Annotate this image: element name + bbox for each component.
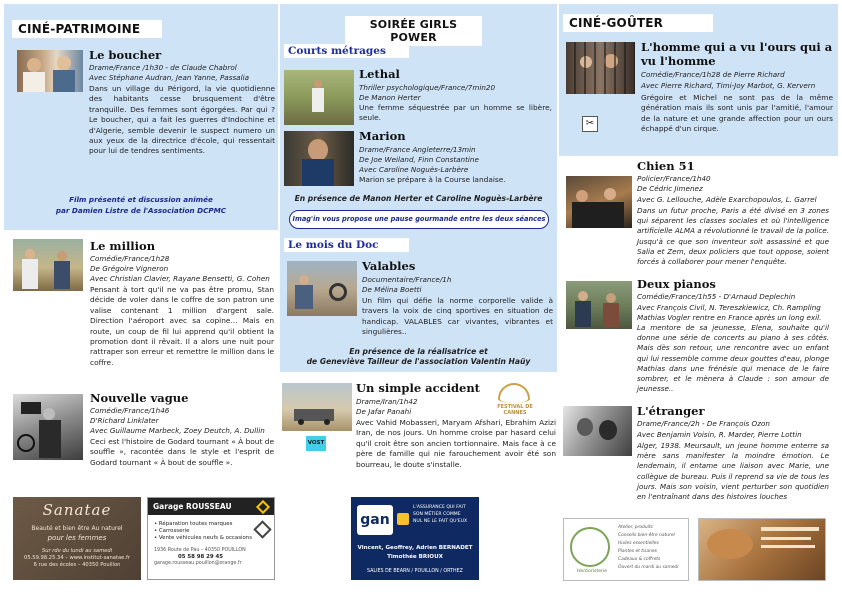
ours-title-1: L'homme qui a vu l'ours qui a [641, 40, 833, 54]
million-meta-1: Comédie/France/1h28 [90, 254, 170, 263]
cannes-festival-label: FESTIVAL DE CANNES [497, 404, 533, 416]
boucher-note-2: par Damien Listre de l'Association DCPMC [55, 206, 227, 215]
accident-synopsis: Avec Vahid Mobasseri, Maryam Afshari, Ebrahim Azizi Iran, de nos jours. Un homme croise par hasard celui qu'il croit être son ancien tortionnaire. Mais face à ce père de famille qui nie farouchement avoir été son bourreau, le doute s'installe. [356, 418, 556, 469]
boucher-title: Le boucher [89, 48, 162, 62]
chien-51-photo [566, 176, 632, 228]
lethal-meta-2: De Manon Herter [359, 93, 421, 102]
gan-agents-2: Timothée BRIOUX [387, 554, 443, 560]
herbo-line-6: Ouvert du mardi au samedi [618, 565, 679, 570]
marion-meta-2: De Joe Weiland, Finn Constantine [359, 155, 479, 164]
ours-title-2: vu l'homme [641, 54, 716, 68]
million-photo [13, 239, 83, 291]
million-synopsis: Pensant à tort qu'il ne va pas être promu, Stan décide de voler dans le coffre de son patron une valise contenant 1 million d'argent sale. Direction l'aéroport avec sa copine... Mais en route, un coup de fil lui apprend qu'il obtient la promotion dont il rêvait. Il a alors une nuit pour rattraper son erreur et remettre le million dans le coffre. [90, 285, 274, 367]
marion-photo [284, 131, 354, 186]
no-scissors-icon: ✂ [582, 116, 598, 132]
herbo-line-4: Plantes et tisanes [618, 549, 657, 554]
marion-meta-3: Avec Caroline Noguès-Larbère [359, 165, 469, 174]
boucher-photo [17, 50, 83, 92]
deux-pianos-synopsis: La mentore de sa jeunesse, Elena, souhaite qu'il donne une série de concerts au piano à ses côtés. Mais dès son retour, une rencontre avec un enfant qui lui ressemble comme deux gouttes d'eau, plonge Mathias dans une frénésie qui menace de le faire sombrer, et le mènera à Claude : son amour de jeunesse.. [637, 323, 829, 394]
garage-item-3: • Vente véhicules neufs & occasions [154, 535, 253, 541]
lethal-synopsis: Une femme séquestrée par un homme se libère, seule. [359, 103, 552, 123]
accident-photo [282, 383, 352, 431]
herbo-line-1: Atelier, produits [618, 525, 653, 530]
girls-power-guests: En présence de Manon Herter et Caroline Noguès-Larbère [294, 194, 543, 203]
gan-slogan-3: NUL NE LE FAIT QU'EUX [413, 519, 468, 524]
herbo-line-3: Huiles essentielles [618, 541, 659, 546]
cine-gouter-header: CINÉ-GOÛTER [563, 14, 713, 32]
valables-meta-2: De Mélina Boetti [362, 285, 422, 294]
nouvelle-vague-title: Nouvelle vague [90, 391, 189, 405]
accident-title: Un simple accident [356, 381, 480, 395]
thumbs-up-icon [397, 513, 409, 525]
marion-title: Marion [359, 129, 406, 143]
valables-synopsis: Un film qui défie la norme corporelle valide à travers la voix de cinq sportives en situation de handicap. VALABLES car vivantes, vibrantes et singulières.. [362, 296, 553, 337]
ad-boulangerie [698, 518, 826, 581]
mois-du-doc-subheader: Le mois du Doc [284, 238, 409, 252]
marion-meta-1: Drame/France Angleterre/13min [359, 145, 476, 154]
sanatae-line1: Beauté et bien être Au naturel [31, 525, 123, 532]
cine-patrimoine-header: CINÉ-PATRIMOINE [12, 20, 162, 38]
garage-mail: garage.rousseau.pouillon@orange.fr [154, 561, 242, 566]
sanatae-line4: 05.59.98.25.34 – www.institut-sanatae.fr [24, 555, 130, 561]
etranger-title: L'étranger [637, 404, 705, 418]
nouvelle-vague-meta-2: D'Richard Linklater [90, 416, 159, 425]
sanatae-line3: Sur rdv du lundi au samedi [41, 548, 113, 554]
ours-synopsis: Grégoire et Michel ne sont pas de la même génération mais ils sont unis par l'amitié, l'amour de la nature et une grande affection pour un ours échappé d'un cirque. [641, 93, 833, 134]
chien-51-title: Chien 51 [637, 159, 695, 173]
deux-pianos-meta-2: Avec François Civil, N. Tereszkiewicz, Ch. Rampling [637, 303, 821, 312]
boucher-note-1: Film présenté et discussion animée [69, 195, 213, 204]
etranger-meta-1: Drame/France/2h - De François Ozon [637, 419, 770, 428]
million-meta-3: Avec Christian Clavier, Rayane Bensetti, G. Cohen [90, 274, 270, 283]
sanatae-name: Sanatae [42, 501, 112, 519]
gan-agents-1: Vincent, Geoffrey, Adrien BERNADET [357, 545, 473, 551]
etranger-synopsis: Alger, 1938. Meursault, un jeune homme enterre sa mère sans manifester la moindre émotion. Le lendemain, il entame une liaison avec Marie, une collègue de bureau. Puis il reprend sa vie de tous les jours. Mais son voisin, vient perturber son quotidien en l'entraînant dans des histoires louches [637, 441, 829, 502]
nouvelle-vague-meta-1: Comédie/France/1h46 [90, 406, 170, 415]
accident-meta-2: De Jafar Panahi [356, 407, 412, 416]
chien-51-synopsis: Dans un futur proche, Paris a été divisé en 3 zones qui séparent les classes sociales et où l'intelligence artificielle ALMA a révolutionné le travail de la police. Jusqu'à ce que son inventeur soit assassiné et que Salia et Zem, deux policiers que tout oppose, soient forcés à collaborer pour mener l'enquête. [637, 206, 829, 267]
sanatae-line5: 6 rue des écoles – 40350 Pouillon [33, 562, 121, 568]
million-title: Le million [90, 239, 156, 253]
valables-title: Valables [362, 259, 416, 273]
marion-synopsis: Marion se prépare à la Course landaise. [359, 175, 506, 184]
valables-guests-1: En présence de la réalisatrice et [349, 347, 488, 356]
boucher-meta-2: Avec Stéphane Audran, Jean Yanne, Passalia [89, 73, 249, 82]
deux-pianos-meta-3: Mathias Vogler rentre en France après un long exil. [637, 313, 822, 322]
nouvelle-vague-synopsis: Ceci est l'histoire de Godard tournant « À bout de souffle », racontée dans le style et l'esprit de Godard tournant « À bout de souffle ». [90, 437, 274, 467]
gan-slogan-1: L'ASSURANCE QUI FAIT [413, 505, 466, 510]
leaf-logo-icon [570, 527, 610, 567]
chien-51-meta-1: Policier/France/1h40 [637, 174, 711, 183]
etranger-meta-2: Avec Benjamin Voisin, R. Marder, Pierre Lottin [637, 430, 802, 439]
sanatae-line2: pour les femmes [47, 534, 107, 542]
gan-logo: gan [357, 505, 393, 535]
gan-towns: SALIES DE BEARN / POUILLON / ORTHEZ [367, 569, 463, 574]
lethal-meta-1: Thriller psychologique/France/7min20 [359, 83, 496, 92]
chien-51-meta-2: De Cédric Jimenez [637, 184, 703, 193]
deux-pianos-meta-1: Comédie/France/1h55 - D'Arnaud Deplechin [637, 292, 796, 301]
nouvelle-vague-meta-3: Avec Guillaume Marbeck, Zoey Deutch, A. Dullin [90, 426, 265, 435]
herbo-name: Herboristerie [576, 569, 608, 574]
accident-meta-1: Drame/Iran/1h42 [356, 397, 418, 406]
vost-badge: VOST [306, 436, 326, 451]
lethal-title: Lethal [359, 67, 400, 81]
garage-address: 1936 Route de Pau – 40350 POUILLON [154, 548, 246, 553]
ad-gan [351, 497, 479, 580]
herbo-line-5: Cadeaux & coffrets [618, 557, 661, 562]
deux-pianos-title: Deux pianos [637, 277, 716, 291]
ours-meta-2: Avec Pierre Richard, Timi-Joy Marbot, G. Kervern [641, 81, 816, 90]
cannes-palm-icon [498, 383, 530, 403]
ad-garage-rousseau [147, 497, 275, 580]
ours-meta-1: Comédie/France/1h28 de Pierre Richard [641, 70, 785, 79]
pause-gourmande-banner: Imag'in vous propose une pause gourmande entre les deux séances [289, 210, 549, 229]
nouvelle-vague-photo [13, 394, 83, 460]
valables-photo [287, 261, 357, 316]
courts-metrages-subheader: Courts métrages [284, 44, 409, 58]
garage-name: Garage ROUSSEAU [148, 498, 274, 515]
boucher-synopsis: Dans un village du Périgord, la vie quotidienne des habitants cesse brusquement d'être tranquille. Des femmes sont égorgées. Par qui ? Le boucher, qui a fait les guerres d'Indochine et d'Algerie, semble devenir le suspect numero un aux yeux de la directrice d'école, qui ressentait pour lui de tendres sentiments. [89, 84, 275, 156]
chien-51-meta-3: Avec G. Lellouche, Adèle Exarchopoulos, L. Garrel [637, 195, 817, 204]
ad-herboristerie [563, 518, 689, 581]
garage-item-2: • Carrosserie [154, 528, 190, 534]
valables-meta-1: Documentaire/France/1h [362, 275, 452, 284]
million-meta-2: De Grégoire Vigneron [90, 264, 169, 273]
garage-item-1: • Réparation toutes marques [154, 521, 233, 527]
herbo-line-2: Conseils bien-être naturel [618, 533, 675, 538]
ad-sanatae [13, 497, 141, 580]
etranger-photo [563, 406, 632, 456]
girls-power-header: SOIRÉE GIRLS POWER [345, 16, 482, 46]
lethal-photo [284, 70, 354, 125]
ours-photo [566, 42, 635, 94]
deux-pianos-photo [566, 281, 632, 329]
valables-guests-2: de Geneviève Tailleur de l'association Valentin Haüy [306, 357, 531, 366]
boucher-meta-1: Drame/France /1h30 - de Claude Chabrol [89, 63, 237, 72]
gan-slogan-2: SON MÉTIER COMME [413, 512, 461, 517]
garage-tel: 05 58 98 29 45 [178, 554, 224, 560]
